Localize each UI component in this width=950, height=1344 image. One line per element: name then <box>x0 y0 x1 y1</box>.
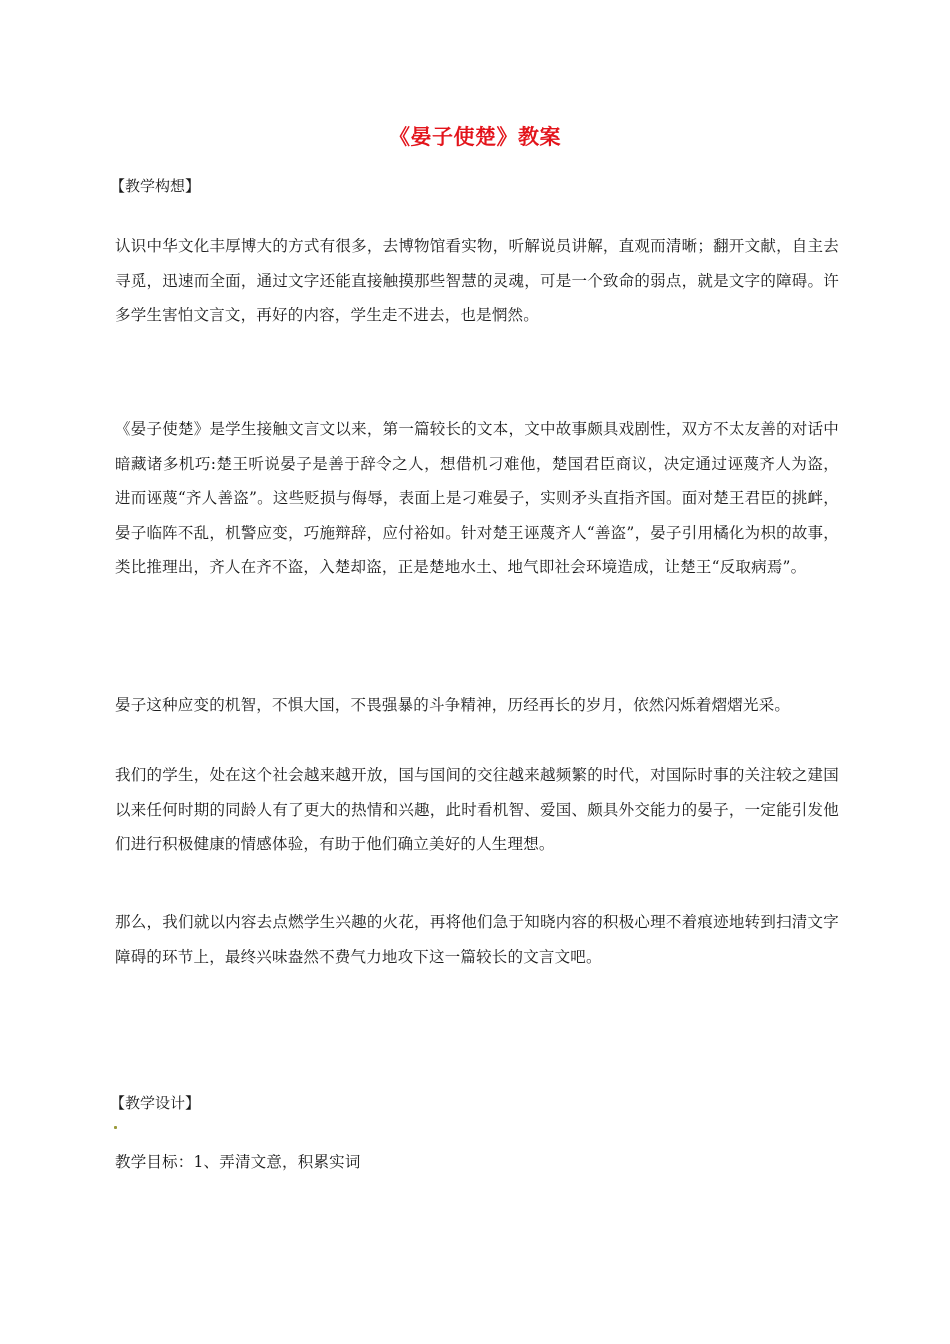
paragraph: 晏子这种应变的机智，不惧大国，不畏强暴的斗争精神，历经再长的岁月，依然闪烁着熠熠光采。 <box>115 696 791 714</box>
section-heading-concept: 【教学构想】 <box>110 177 201 195</box>
annotation-mark <box>114 1126 117 1129</box>
paragraph: 我们的学生，处在这个社会越来越开放，国与国间的交往越来越频繁的时代，对国际时事的关注较之建国以来任何时期的同龄人有了更大的热情和兴趣，此时看机智、爱国、颇具外交能力的晏子，一定能引发他们进行积极健康的情感体验，有助于他们确立美好的人生理想。 <box>115 766 839 853</box>
paragraph: 那么，我们就以内容去点燃学生兴趣的火花，再将他们急于知晓内容的积极心理不着痕迹地转到扫清文字障碍的环节上，最终兴味盎然不费气力地攻下这一篇较长的文言文吧。 <box>115 913 839 966</box>
paragraph: 《晏子使楚》是学生接触文言文以来，第一篇较长的文本，文中故事颇具戏剧性，双方不太友善的对话中暗藏诸多机巧:楚王听说晏子是善于辞令之人，想借机刁难他，楚国君臣商议，决定通过诬蔑齐人为盗，进而诬蔑“齐人善盗”。这些贬损与侮辱，表面上是刁难晏子，实则矛头直指齐国。面对楚王君臣的挑衅，晏子临阵不乱，机警应变，巧施辩辞，应付裕如。针对楚王诬蔑齐人“善盗”，晏子引用橘化为枳的故事，类比推理出，齐人在齐不盗，入楚却盗，正是楚地水土、地气即社会环境造成，让楚王“反取病焉”。 <box>115 420 839 576</box>
paragraph: 教学目标：1、弄清文意，积累实词 <box>115 1153 361 1171</box>
paragraph: 认识中华文化丰厚博大的方式有很多，去博物馆看实物，听解说员讲解，直观而清晰；翻开文献，自主去寻觅，迅速而全面，通过文字还能直接触摸那些智慧的灵魂，可是一个致命的弱点，就是文字的障碍。许多学生害怕文言文，再好的内容，学生走不进去，也是惘然。 <box>115 237 839 324</box>
document-title: 《晏子使楚》教案 <box>389 124 561 149</box>
section-heading-design: 【教学设计】 <box>110 1094 201 1112</box>
